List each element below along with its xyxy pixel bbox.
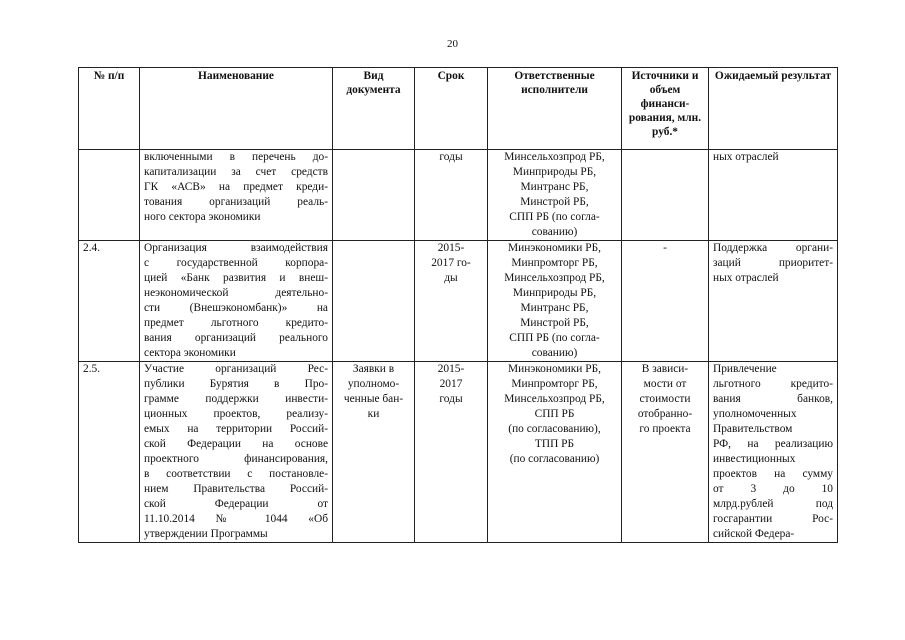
cell-line: неэкономической деятельно- [144, 287, 328, 299]
cell-line: Минприроды РБ, [512, 166, 597, 178]
cell-line: Заявки в [352, 363, 395, 375]
page-number: 20 [447, 38, 458, 50]
cell-line: Минсельхозпрод РБ, [504, 393, 605, 405]
plan-table [78, 67, 838, 543]
cell-line: В зависи- [641, 363, 689, 375]
cell-line: Минпромторг РБ, [511, 257, 598, 269]
header-term: Срок [415, 68, 488, 150]
cell-line: отобранно- [637, 408, 693, 420]
cell-line: годы [439, 151, 463, 163]
table-header-row [79, 68, 838, 150]
cell-line: ской Федерации от [144, 498, 328, 510]
cell-result [709, 362, 838, 543]
cell-line: (по согласованию), [508, 423, 601, 435]
cell-line: Привлечение [713, 363, 777, 375]
cell-line: ки [367, 408, 380, 420]
cell-line: тования организаций реаль- [144, 196, 328, 208]
cell-line: мости от [643, 378, 687, 390]
table-row [79, 150, 838, 241]
cell-line: капитализации за счет средств [144, 166, 328, 178]
header-executors: Ответственные исполнители [488, 68, 622, 150]
cell-funding [622, 241, 709, 362]
table-row [79, 362, 838, 543]
cell-line: включенными в перечень до- [144, 151, 328, 163]
cell-line: Организация взаимодействия [144, 242, 328, 254]
cell-line: го проекта [639, 423, 691, 435]
cell-line: ТПП РБ [534, 438, 575, 450]
cell-executors [488, 150, 622, 241]
cell-line: годы [439, 393, 463, 405]
cell-line: грамме поддержки инвести- [144, 393, 328, 405]
cell-line: нием Правительства Россий- [144, 483, 328, 495]
cell-line: 2015- [437, 363, 465, 375]
cell-num [79, 150, 140, 241]
cell-line: заций приоритет- [713, 257, 833, 269]
cell-line: утверждении Программы [144, 528, 268, 540]
cell-line: стоимости [639, 393, 691, 405]
cell-executors [488, 241, 622, 362]
header-result: Ожидаемый результат [709, 68, 838, 150]
cell-line: млрд.рублей под [713, 498, 833, 510]
cell-line: публики Бурятия в Про- [144, 378, 328, 390]
cell-line: госгарантии Рос- [713, 513, 833, 525]
cell-line: ционных проектов, реализу- [144, 408, 328, 420]
cell-line: Правительством [713, 423, 793, 435]
header-doc-type: Вид документа [333, 68, 415, 150]
cell-line: ного сектора экономики [144, 211, 261, 223]
cell-doc-type [333, 241, 415, 362]
cell-line: 2015- [437, 242, 465, 254]
cell-line: ных отраслей [713, 151, 779, 163]
header-name: Наименование [140, 68, 333, 150]
cell-result [709, 150, 838, 241]
header-num: № п/п [79, 68, 140, 150]
cell-line: сти (Внешэкономбанк)» на [144, 302, 328, 314]
cell-num: 2.5. [79, 362, 140, 543]
cell-line: Минсельхозпрод РБ, [504, 272, 605, 284]
cell-line: (по согласованию) [509, 453, 600, 465]
header-funding: Источники и объем финанси-рования, млн. руб.* [622, 68, 709, 150]
cell-line: РФ, на реализацию [713, 438, 833, 450]
cell-line: инвестиционных [713, 453, 796, 465]
cell-doc-type [333, 150, 415, 241]
cell-line: Минстрой РБ, [520, 317, 589, 329]
cell-result [709, 241, 838, 362]
cell-line: сектора экономики [144, 347, 236, 359]
cell-term [415, 362, 488, 543]
cell-line: ды [444, 272, 458, 284]
cell-name [140, 150, 333, 241]
cell-line: СПП РБ [534, 408, 575, 420]
cell-name [140, 362, 333, 543]
cell-line: 11.10.2014 № 1044 «Об [144, 513, 328, 525]
table-body [79, 150, 838, 543]
cell-line: предмет льготного кредито- [144, 317, 328, 329]
cell-line: в соответствии с постановле- [144, 468, 328, 480]
cell-line: ГК «АСВ» на предмет креди- [144, 181, 328, 193]
cell-line: сованию) [531, 347, 578, 359]
cell-line: Поддержка органи- [713, 242, 833, 254]
cell-line: уполномоченных [713, 408, 797, 420]
cell-line: ской Федерации на основе [144, 438, 328, 450]
cell-line: ченные бан- [343, 393, 404, 405]
cell-term [415, 241, 488, 362]
cell-line: - [663, 242, 667, 254]
cell-line: уполномо- [347, 378, 400, 390]
cell-term [415, 150, 488, 241]
cell-line: вания организаций реального [144, 332, 328, 344]
cell-line: вания банков, [713, 393, 833, 405]
cell-line: проектного финансирования, [144, 453, 328, 465]
table-row [79, 241, 838, 362]
cell-line: Минтранс РБ, [520, 302, 589, 314]
cell-line: 2017 [439, 378, 463, 390]
cell-executors [488, 362, 622, 543]
cell-line: Участие организаций Рес- [144, 363, 328, 375]
cell-line: от 3 до 10 [713, 483, 833, 495]
cell-doc-type [333, 362, 415, 543]
cell-line: Минэкономики РБ, [508, 242, 601, 254]
cell-line: Минтранс РБ, [520, 181, 589, 193]
cell-line: цией «Банк развития и внеш- [144, 272, 328, 284]
cell-line: Минстрой РБ, [520, 196, 589, 208]
cell-line: Минэкономики РБ, [508, 363, 601, 375]
cell-line: сованию) [531, 226, 578, 238]
cell-line: СПП РБ (по согла- [509, 211, 600, 223]
cell-funding [622, 362, 709, 543]
cell-name [140, 241, 333, 362]
cell-line: СПП РБ (по согла- [509, 332, 600, 344]
cell-line: с государственной корпора- [144, 257, 328, 269]
cell-line: сийской Федера- [713, 528, 795, 540]
cell-line: льготного кредито- [713, 378, 833, 390]
cell-line: Минприроды РБ, [512, 287, 597, 299]
cell-line: Минпромторг РБ, [511, 378, 598, 390]
cell-line: Минсельхозпрод РБ, [504, 151, 605, 163]
cell-num: 2.4. [79, 241, 140, 362]
cell-funding [622, 150, 709, 241]
cell-line: 2017 го- [431, 257, 471, 269]
cell-line: ных отраслей [713, 272, 779, 284]
cell-line: проектов на сумму [713, 468, 833, 480]
cell-line: емых на территории Россий- [144, 423, 328, 435]
